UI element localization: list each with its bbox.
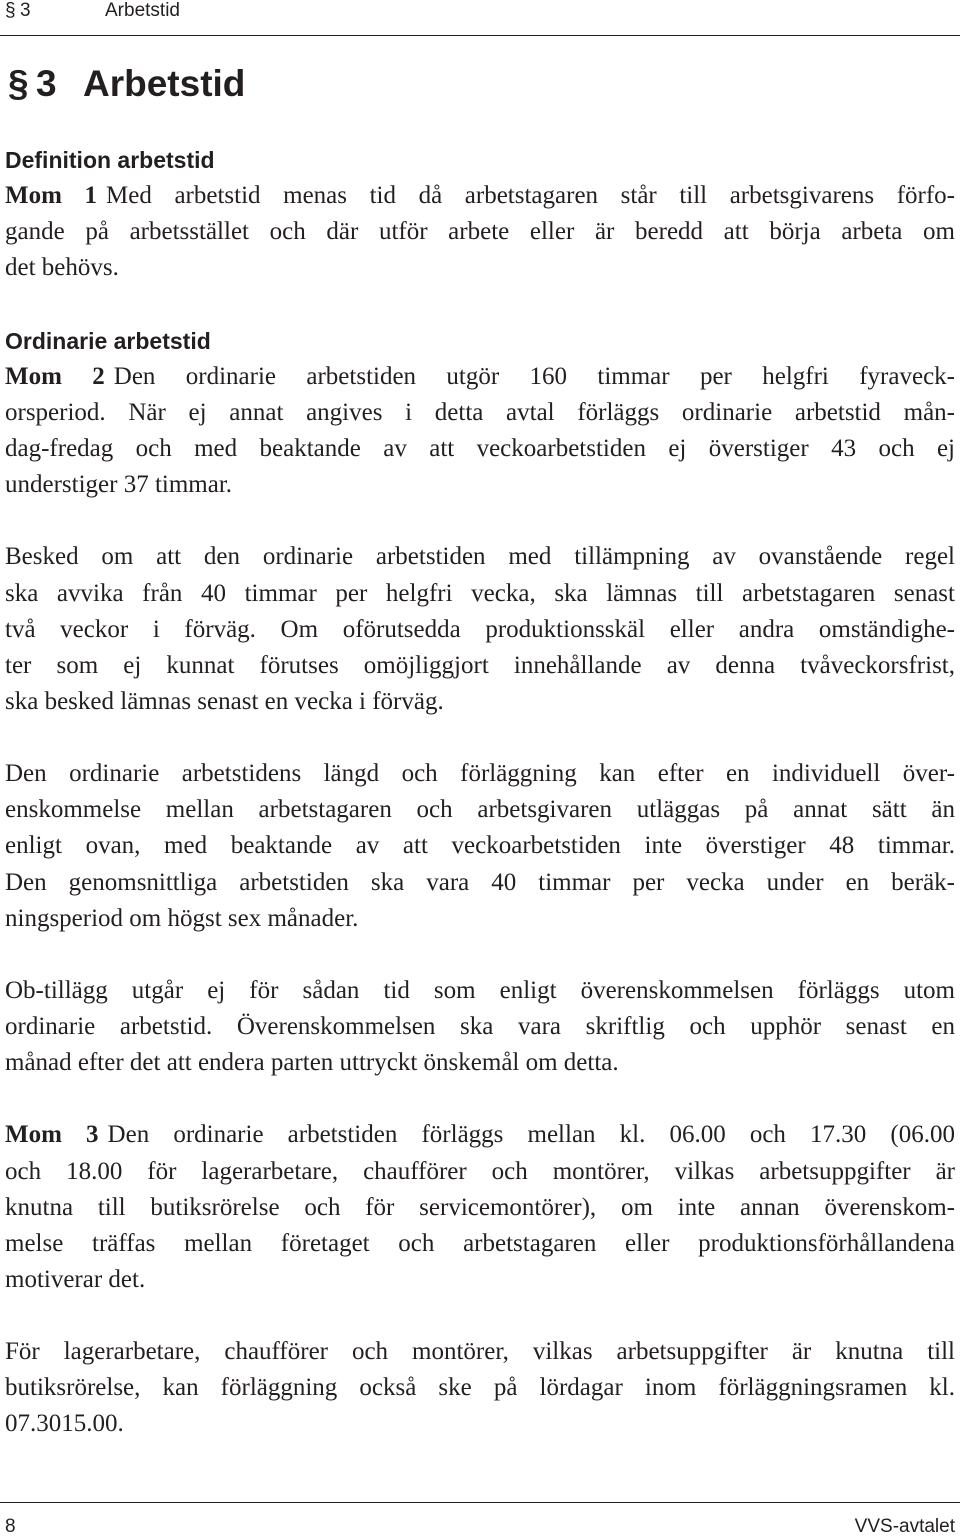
paragraph-mom-3 bbox=[5, 1117, 955, 1298]
text-line: ningsperiod om högst sex månader. bbox=[5, 904, 359, 932]
running-header-title: Arbetstid bbox=[105, 0, 180, 21]
text-line: Den genomsnittliga arbetstiden ska vara 40 timmar per vecka under en beräk- bbox=[5, 868, 955, 896]
document-name: VVS-avtalet bbox=[854, 1516, 955, 1537]
text-line bbox=[5, 178, 955, 214]
section-number: 3 bbox=[36, 63, 57, 104]
running-header-section-number: 3 bbox=[20, 0, 31, 21]
section-ordinarie bbox=[5, 323, 955, 1443]
text-line: gande på arbetsstället och där utför arbete eller är beredd att börja arbeta om bbox=[5, 218, 955, 246]
footer-rule bbox=[0, 1502, 960, 1503]
running-header-section-mark: § bbox=[5, 0, 16, 21]
text-line: melse träffas mellan företaget och arbetstagaren eller produktionsförhållandena bbox=[5, 1229, 955, 1257]
text-line: ter som ej kunnat förutses omöjliggjort innehållande av denna tvåveckorsfrist, bbox=[5, 651, 955, 679]
text-line: motiverar det. bbox=[5, 1265, 146, 1293]
text-line: ordinarie arbetstid. Överenskommelsen ska vara skriftlig och upphör senast en bbox=[5, 1013, 955, 1040]
paragraph bbox=[5, 756, 955, 937]
running-header-rule bbox=[0, 35, 960, 36]
text-line: orsperiod. När ej annat angives i detta avtal förläggs ordinarie arbetstid mån- bbox=[5, 398, 955, 426]
text-line: enligt ovan, med beaktande av att veckoarbetstiden inte överstiger 48 timmar. bbox=[5, 832, 955, 860]
text-line: Den ordinarie arbetstidens längd och förläggning kan efter en individuell över- bbox=[5, 760, 955, 788]
line-text: Den ordinarie arbetstiden förläggs mellan kl. 06.00 och 17.30 (06.00 bbox=[107, 1121, 955, 1149]
text-line: två veckor i förväg. Om oförutsedda produktionsskäl eller andra omständighe- bbox=[5, 615, 955, 643]
text-line: knutna till butiksrörelse och för servicemontörer), om inte annan överenskom- bbox=[5, 1193, 955, 1221]
section-mark: § bbox=[8, 63, 29, 104]
text-line bbox=[5, 359, 955, 395]
page-number: 8 bbox=[5, 1516, 16, 1537]
paragraph bbox=[5, 973, 955, 1081]
mom-label: Mom 1 bbox=[5, 182, 98, 210]
text-line: butiksrörelse, kan förläggning också ske på lördagar inom förläggningsramen kl. bbox=[5, 1374, 955, 1402]
page-heading bbox=[0, 60, 960, 108]
text-line: 07.3015.00. bbox=[5, 1410, 124, 1438]
text-line: enskommelse mellan arbetstagaren och arbetsgivaren utläggas på annat sätt än bbox=[5, 796, 955, 824]
text-line: understiger 37 timmar. bbox=[5, 471, 233, 499]
text-line: månad efter det att endera parten uttryckt önskemål om detta. bbox=[5, 1049, 619, 1077]
line-text: Den ordinarie arbetstiden utgör 160 timmar per helgfri fyraveck- bbox=[113, 362, 955, 390]
text-line bbox=[5, 1117, 955, 1153]
text-line: För lagerarbetare, chaufförer och montörer, vilkas arbetsuppgifter är knutna till bbox=[5, 1338, 955, 1366]
text-line: och 18.00 för lagerarbetare, chaufförer och montörer, vilkas arbetsuppgifter är bbox=[5, 1157, 955, 1185]
running-header bbox=[0, 0, 960, 36]
line-text: Med arbetstid menas tid då arbetstagaren står till arbetsgivarens förfo- bbox=[106, 182, 955, 210]
text-line: ska besked lämnas senast en vecka i förväg. bbox=[5, 687, 444, 715]
document-body bbox=[5, 142, 955, 1443]
text-line: det behövs. bbox=[5, 254, 119, 282]
text-line: dag-fredag och med beaktande av att veckoarbetstiden ej överstiger 43 och ej bbox=[5, 435, 955, 462]
section-heading: Definition arbetstid bbox=[5, 147, 215, 173]
section-heading: Ordinarie arbetstid bbox=[5, 327, 211, 354]
section-definition bbox=[5, 142, 955, 287]
paragraph-mom-1 bbox=[5, 178, 955, 286]
mom-label: Mom 2 bbox=[5, 362, 105, 390]
mom-label: Mom 3 bbox=[5, 1121, 99, 1149]
text-line: Ob-tillägg utgår ej för sådan tid som enligt överenskommelsen förläggs utom bbox=[5, 976, 955, 1004]
text-line: Besked om att den ordinarie arbetstiden med tillämpning av ovanstående regel bbox=[5, 543, 955, 571]
paragraph-mom-2 bbox=[5, 359, 955, 504]
page-title: Arbetstid bbox=[83, 63, 246, 104]
paragraph bbox=[5, 539, 955, 720]
text-line: ska avvika från 40 timmar per helgfri vecka, ska lämnas till arbetstagaren senast bbox=[5, 579, 955, 607]
paragraph bbox=[5, 1334, 955, 1442]
